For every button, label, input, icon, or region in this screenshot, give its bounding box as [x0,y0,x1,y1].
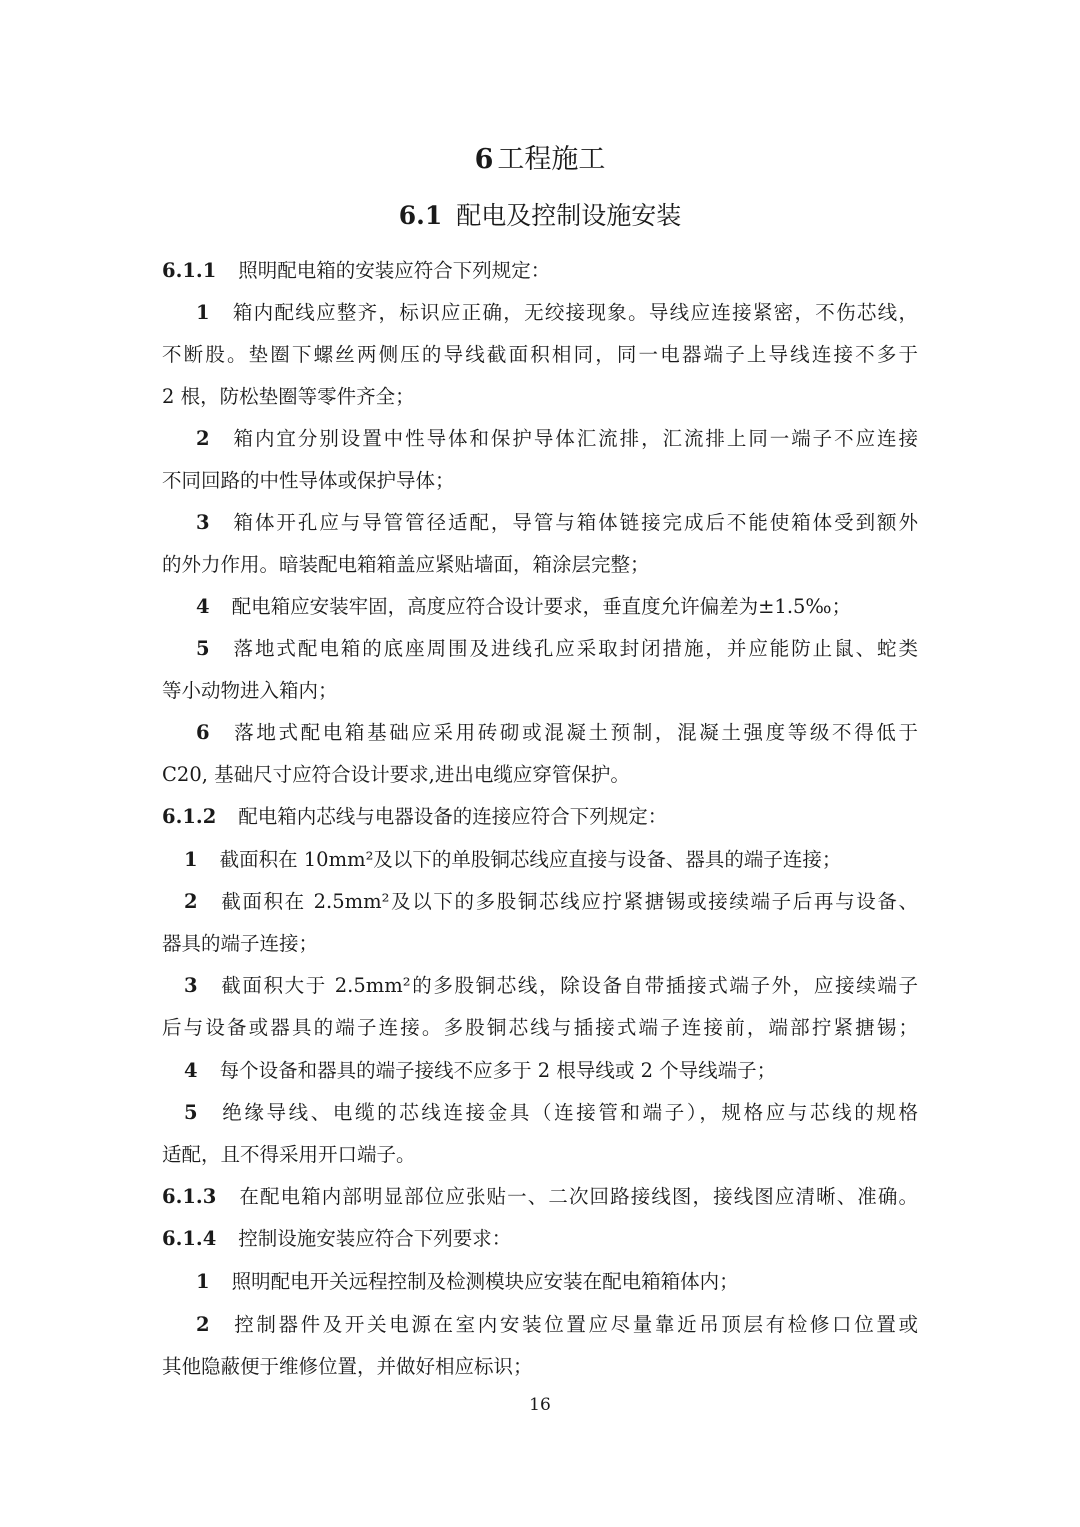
item-continuation: 器具的端子连接； [162,932,319,955]
clause-6-1-4 [162,1218,918,1260]
list-item [196,418,918,460]
item-number: 2 [184,890,198,913]
item-continuation: 的外力作用。暗装配电箱箱盖应紧贴墙面，箱涂层完整； [162,553,650,576]
item-number: 3 [196,511,210,534]
chapter-number: 6 [474,144,494,175]
item-number: 1 [196,301,210,324]
clause-number: 6.1.3 [162,1185,217,1208]
list-item [196,502,918,544]
item-number: 5 [196,637,210,660]
list-item [196,628,918,670]
clause-text: 配电箱内芯线与电器设备的连接应符合下列规定： [238,805,668,828]
item-text: 配电箱应安装牢固，高度应符合设计要求，垂直度允许偏差为±1.5‰； [231,595,852,618]
chapter-heading [0,140,1080,180]
item-continuation: 适配，且不得采用开口端子。 [162,1143,416,1166]
item-continuation: 不断股。垫圈下螺丝两侧压的导线截面积相同，同一电器端子上导线连接不多于 [162,343,918,366]
item-text: 绝缘导线、电缆的芯线连接金具（连接管和端子），规格应与芯线的规格 [219,1101,918,1124]
clause-6-1-3 [162,1176,918,1218]
item-continuation: 2 根，防松垫圈等零件齐全； [162,385,415,408]
item-text: 落地式配电箱的底座周围及进线孔应采取封闭措施，并应能防止鼠、蛇类 [231,637,918,660]
item-number: 4 [184,1059,198,1082]
section-heading [0,197,1080,235]
clause-number: 6.1.1 [162,259,217,282]
clause-text: 在配电箱内部明显部位应张贴一、二次回路接线图，接线图应清晰、准确。 [238,1185,918,1208]
list-item [196,586,918,628]
item-continuation: 等小动物进入箱内； [162,679,338,702]
item-text: 照明配电开关远程控制及检测模块应安装在配电箱箱体内； [231,1270,739,1293]
item-text: 截面积大于 2.5mm²的多股铜芯线，除设备自带插接式端子外，应接续端子 [219,974,918,997]
item-number: 2 [196,427,210,450]
item-number: 6 [196,721,210,744]
item-text: 箱体开孔应与导管管径适配，导管与箱体链接完成后不能使箱体受到额外 [231,511,918,534]
item-text: 落地式配电箱基础应采用砖砌或混凝土预制，混凝土强度等级不得低于 [231,721,918,744]
list-item [184,965,918,1007]
list-item [184,1092,918,1134]
item-number: 1 [184,848,198,871]
item-number: 4 [196,595,210,618]
list-item [196,1304,918,1346]
clause-text: 控制设施安装应符合下列要求： [238,1227,512,1250]
list-item [196,712,918,754]
clause-text: 照明配电箱的安装应符合下列规定： [238,259,551,282]
clause-6-1-2 [162,796,918,838]
list-item [184,881,918,923]
item-text: 箱内宜分别设置中性导体和保护导体汇流排，汇流排上同一端子不应连接 [231,427,918,450]
list-item [184,1050,918,1092]
section-title: 配电及控制设施安装 [456,201,682,230]
item-number: 5 [184,1101,198,1124]
item-number: 3 [184,974,198,997]
item-text: 截面积在 2.5mm²及以下的多股铜芯线应拧紧搪锡或接续端子后再与设备、 [219,890,918,913]
item-continuation: 其他隐蔽便于维修位置，并做好相应标识； [162,1355,533,1378]
list-item [196,292,918,334]
item-number: 1 [196,1270,210,1293]
section-number: 6.1 [398,201,443,230]
list-item [184,839,918,881]
item-number: 2 [196,1313,210,1336]
item-continuation: 不同回路的中性导体或保护导体； [162,469,455,492]
item-continuation: C20, 基础尺寸应符合设计要求,进出电缆应穿管保护。 [162,763,630,786]
item-text: 控制器件及开关电源在室内安装位置应尽量靠近吊顶层有检修口位置或 [231,1313,918,1336]
list-item [196,1261,918,1303]
chapter-title: 工程施工 [497,144,606,175]
item-text: 每个设备和器具的端子接线不应多于 2 根导线或 2 个导线端子； [219,1059,777,1082]
clause-number: 6.1.2 [162,805,217,828]
clause-6-1-1 [162,250,918,292]
item-text: 截面积在 10mm²及以下的单股铜芯线应直接与设备、器具的端子连接； [219,848,842,871]
item-continuation: 后与设备或器具的端子连接。多股铜芯线与插接式端子连接前，端部拧紧搪锡； [162,1016,918,1039]
page-number: 16 [529,1395,551,1415]
item-text: 箱内配线应整齐，标识应正确，无绞接现象。导线应连接紧密，不伤芯线， [231,301,918,324]
clause-number: 6.1.4 [162,1227,217,1250]
